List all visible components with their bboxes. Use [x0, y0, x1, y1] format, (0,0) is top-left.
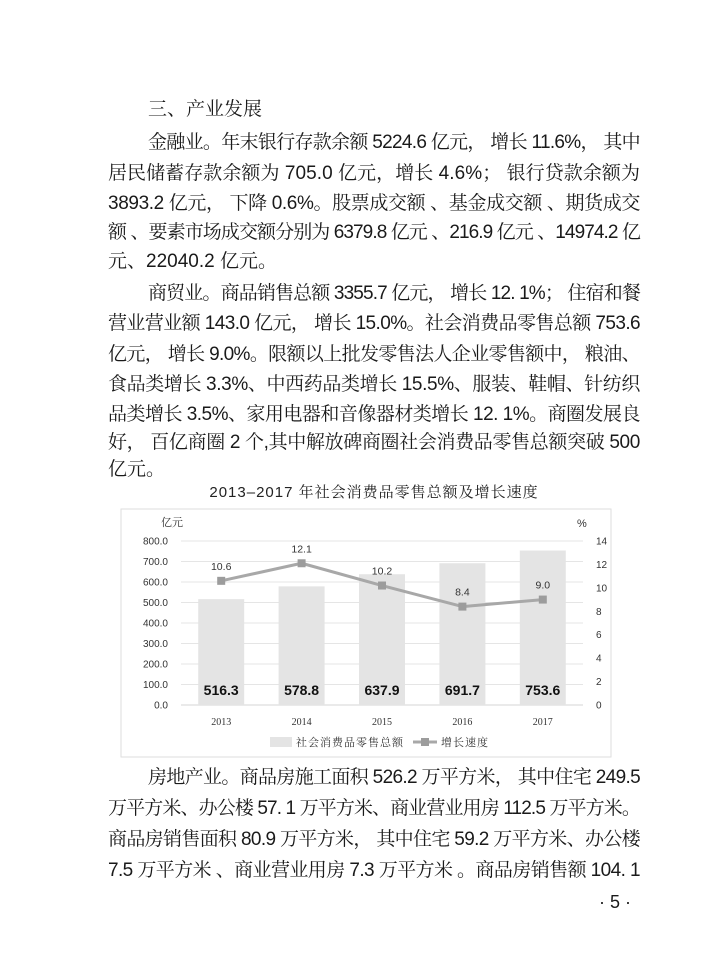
growth-value-label: 9.0	[535, 579, 551, 592]
right-axis-tick-label: 0	[596, 700, 602, 712]
right-axis-tick-label: 10	[596, 583, 608, 595]
trade-paragraph-line: 好， 百亿商圈 2 个,其中解放碑商圈社会消费品零售总额突破 500	[108, 432, 641, 453]
page-number: · 5 ·	[598, 892, 631, 912]
real-estate-paragraph-line: 万平方米、办公楼 57. 1 万平方米、商业营业用房 112.5 万平方米。	[108, 798, 640, 819]
finance-paragraph-line: 金融业。年末银行存款余额 5224.6 亿元， 增长 11.6%， 其中	[148, 132, 640, 153]
legend-bar-label: 社会消费品零售总额	[296, 737, 404, 749]
legend-line-label: 增长速度	[441, 737, 489, 749]
real-estate-paragraph-line: 7.5 万平方米 、商业营业用房 7.3 万平方米 。商品房销售额 104. 1	[108, 860, 641, 881]
right-axis-tick-label: 2	[596, 677, 602, 689]
left-axis-tick-label: 0.0	[154, 700, 168, 712]
x-axis-tick-label: 2015	[372, 717, 392, 728]
x-axis-tick-label: 2016	[452, 717, 473, 728]
legend	[270, 735, 489, 749]
real-estate-paragraph-line: 房地产业。商品房施工面积 526.2 万平方米， 其中住宅 249.5	[148, 767, 641, 788]
trade-paragraph-line: 亿元， 增长 9.0%。限额以上批发零售法人企业零售额中， 粮油、	[108, 344, 640, 365]
retail-sales-chart	[115, 505, 615, 760]
left-axis-tick-label: 200.0	[142, 659, 168, 671]
growth-value-label: 12.1	[291, 543, 312, 556]
finance-paragraph-line: 3893.2 亿元， 下降 0.6%。股票成交额 、基金成交额 、期货成交	[108, 193, 640, 214]
growth-point	[378, 582, 386, 590]
x-axis-tick-label: 2017	[532, 717, 553, 728]
bar-value-label: 753.6	[525, 682, 561, 698]
left-axis-tick-label: 800.0	[142, 536, 168, 548]
finance-paragraph-line: 元、22040.2 亿元。	[108, 251, 277, 272]
trade-paragraph-line: 亿元。	[108, 459, 166, 480]
right-axis-unit: %	[577, 518, 587, 530]
finance-paragraph-line: 居民储蓄存款余额为 705.0 亿元，增长 4.6%； 银行贷款余额为	[108, 163, 640, 184]
growth-point	[298, 559, 306, 567]
trade-paragraph-line: 商贸业。商品销售总额 3355.7 亿元， 增长 12. 1%； 住宿和餐	[148, 283, 640, 304]
chart-title: 2013–2017 年社会消费品零售总额及增长速度	[209, 484, 539, 501]
bar-value-label: 516.3	[203, 682, 239, 698]
right-axis-tick-label: 12	[596, 559, 608, 571]
finance-paragraph-line: 额 、要素市场成交额分别为 6379.8 亿元 、216.9 亿元 、14974.2 亿	[108, 222, 640, 243]
right-axis-tick-label: 6	[596, 630, 602, 642]
legend-bar-swatch	[270, 737, 292, 747]
trade-paragraph-line: 营业营业额 143.0 亿元， 增长 15.0%。社会消费品零售总额 753.6	[108, 313, 641, 334]
growth-point	[217, 577, 225, 585]
left-axis-tick-label: 500.0	[142, 598, 168, 609]
growth-value-label: 8.4	[455, 586, 470, 599]
real-estate-paragraph-line: 商品房销售面积 80.9 万平方米， 其中住宅 59.2 万平方米、办公楼	[108, 829, 641, 850]
trade-paragraph-line: 食品类增长 3.3%、中西药品类增长 15.5%、服装、鞋帽、针纺织	[108, 374, 640, 395]
legend-line-marker	[421, 738, 429, 746]
growth-point	[539, 596, 547, 604]
bar-value-label: 578.8	[284, 682, 320, 698]
left-axis-tick-label: 600.0	[142, 577, 168, 589]
left-axis-tick-label: 300.0	[142, 639, 168, 650]
section-heading: 三、产业发展	[148, 99, 263, 120]
x-axis-tick-label: 2013	[211, 717, 232, 728]
bar-value-label: 691.7	[444, 682, 480, 698]
right-axis-tick-label: 8	[596, 606, 602, 618]
growth-value-label: 10.2	[371, 565, 393, 578]
growth-value-label: 10.6	[210, 560, 232, 573]
left-axis-tick-label: 100.0	[142, 680, 168, 691]
left-axis-tick-label: 400.0	[142, 618, 168, 630]
bar-value-label: 637.9	[364, 682, 400, 698]
x-axis-tick-label: 2014	[291, 717, 312, 728]
trade-paragraph-line: 品类增长 3.5%、家用电器和音像器材类增长 12. 1%。商圈发展良	[108, 404, 640, 425]
left-axis-tick-label: 700.0	[142, 557, 168, 568]
left-axis-unit: 亿元	[161, 517, 183, 529]
right-axis-tick-label: 14	[596, 536, 608, 548]
right-axis-tick-label: 4	[596, 653, 602, 665]
growth-point	[458, 603, 466, 611]
